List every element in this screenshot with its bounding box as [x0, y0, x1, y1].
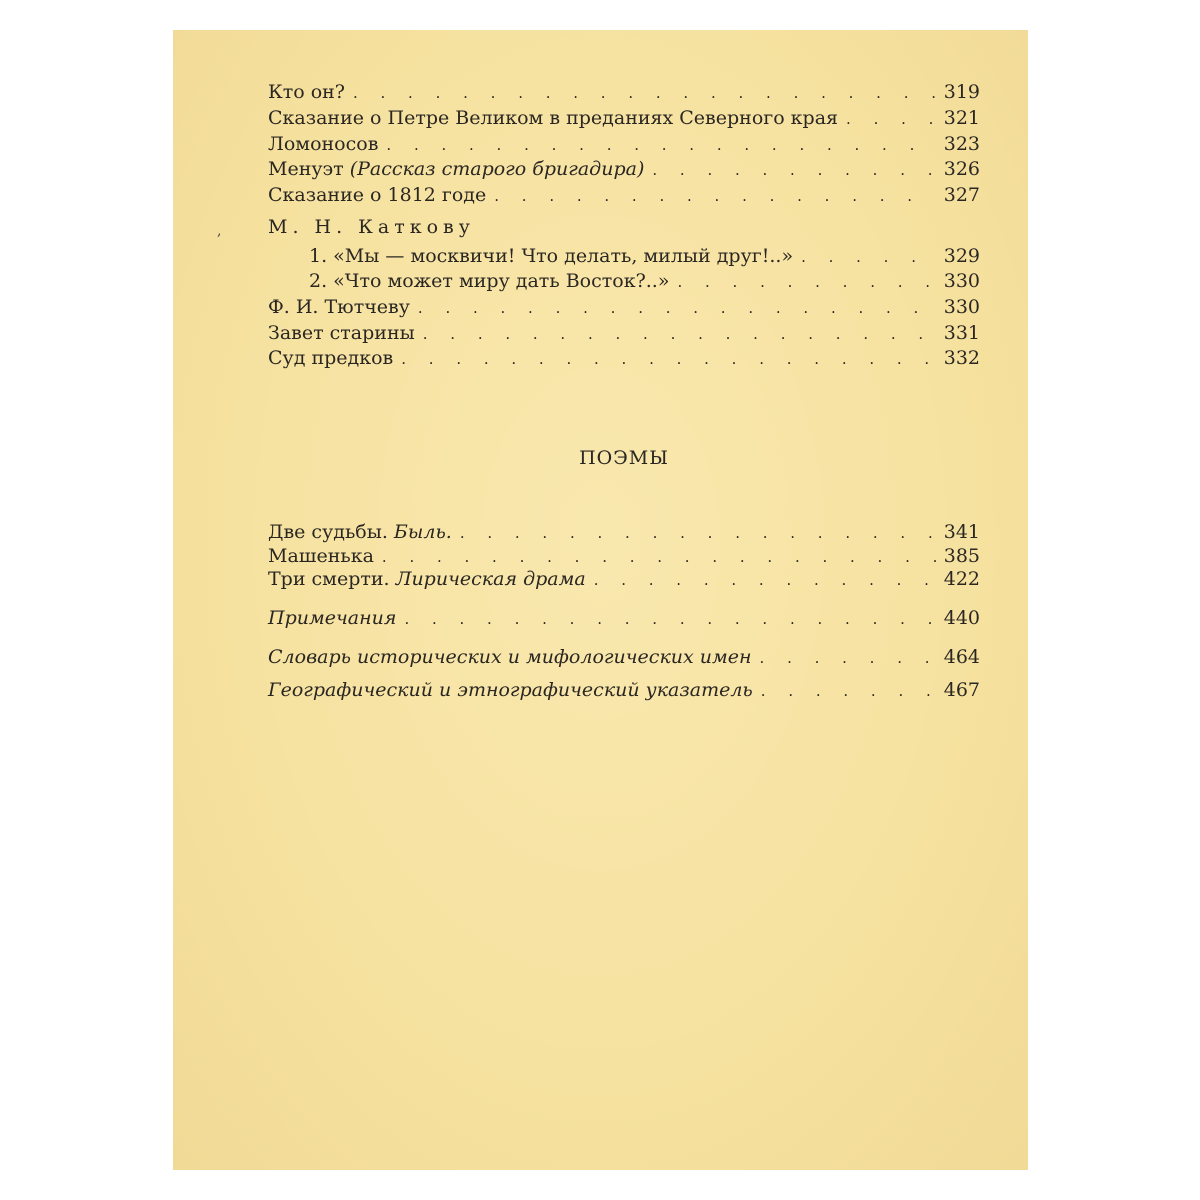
toc-leader-dots	[386, 132, 935, 158]
toc-entry-lomonosov	[268, 131, 980, 157]
toc-entry-menuet	[268, 156, 980, 182]
toc-title: Суд предков	[268, 347, 394, 369]
toc-entry-slovar	[268, 644, 980, 670]
toc-title: Кто он?	[268, 81, 345, 103]
toc-leader-dots	[401, 346, 935, 372]
page-speck-mark: ,	[217, 223, 222, 239]
toc-leader-dots	[761, 678, 936, 704]
toc-leader-dots	[846, 106, 936, 132]
toc-title: Примечания	[268, 607, 397, 629]
toc-page-number: 330	[943, 270, 980, 292]
toc-title: Ф. И. Тютчеву	[268, 296, 410, 318]
toc-page-number: 330	[943, 296, 980, 318]
toc-title: 1. «Мы — москвичи! Что делать, милый друг!..»	[309, 245, 794, 267]
toc-entry-kto-on	[268, 79, 980, 105]
toc-title: Две судьбы.	[268, 521, 388, 543]
toc-title: Словарь исторических и мифологических имен	[268, 646, 752, 668]
toc-title: Менуэт	[268, 158, 344, 180]
toc-entry-skazanie-1812	[268, 182, 980, 208]
toc-page-number: 467	[943, 679, 980, 701]
toc-leader-dots	[353, 80, 936, 106]
toc-page-number: 464	[943, 646, 980, 668]
toc-page-number: 327	[943, 184, 980, 206]
toc-subtitle: Лирическая драма	[395, 568, 586, 590]
toc-page-number: 326	[943, 158, 980, 180]
toc-leader-dots	[652, 157, 935, 183]
toc-entry-dve-sudby	[268, 519, 980, 545]
toc-entry-tri-smerti	[268, 566, 980, 592]
toc-page-number: 440	[943, 607, 980, 629]
toc-entry-primechaniya	[268, 605, 980, 631]
toc-leader-dots	[760, 645, 936, 671]
toc-page-number: 331	[943, 322, 980, 344]
toc-entry-katkov-2	[309, 268, 980, 294]
toc-title: Завет старины	[268, 322, 415, 344]
toc-subtitle: Быль.	[393, 521, 452, 543]
toc-page-number: 332	[943, 347, 980, 369]
group-heading: М. Н. Каткову	[268, 216, 475, 238]
toc-entry-tyutchevu	[268, 294, 980, 320]
toc-leader-dots	[494, 183, 935, 209]
toc-title: Машенька	[268, 545, 374, 567]
toc-entry-ukazatel	[268, 677, 980, 703]
toc-entry-skazanie-petr	[268, 105, 980, 131]
toc-group-heading-katkov	[268, 214, 980, 240]
toc-page-number: 323	[943, 133, 980, 155]
toc-leader-dots	[801, 244, 936, 270]
toc-leader-dots	[418, 295, 936, 321]
toc-leader-dots	[677, 269, 935, 295]
toc-leader-dots	[404, 606, 935, 632]
toc-title: Три смерти.	[268, 568, 390, 590]
toc-page-number: 385	[943, 545, 980, 567]
toc-subtitle: (Рассказ старого бригадира)	[349, 158, 645, 180]
section-heading-poemy: ПОЭМЫ	[579, 447, 669, 469]
toc-leader-dots	[423, 321, 936, 347]
toc-page-number: 341	[943, 521, 980, 543]
toc-title: Сказание о Петре Великом в преданиях Северного края	[268, 107, 839, 129]
toc-page-number: 321	[943, 107, 980, 129]
toc-page-number: 319	[943, 81, 980, 103]
toc-entry-katkov-1	[309, 243, 980, 269]
toc-title: Сказание о 1812 годе	[268, 184, 487, 206]
toc-entry-zavet-stariny	[268, 320, 980, 346]
toc-page-number: 329	[943, 245, 980, 267]
toc-page-number: 422	[943, 568, 980, 590]
toc-entry-sud-predkov	[268, 345, 980, 371]
toc-leader-dots	[594, 567, 936, 593]
toc-title: Географический и этнографический указатель	[268, 679, 753, 701]
toc-title: 2. «Что может миру дать Восток?..»	[309, 270, 670, 292]
toc-title: Ломоносов	[268, 133, 379, 155]
